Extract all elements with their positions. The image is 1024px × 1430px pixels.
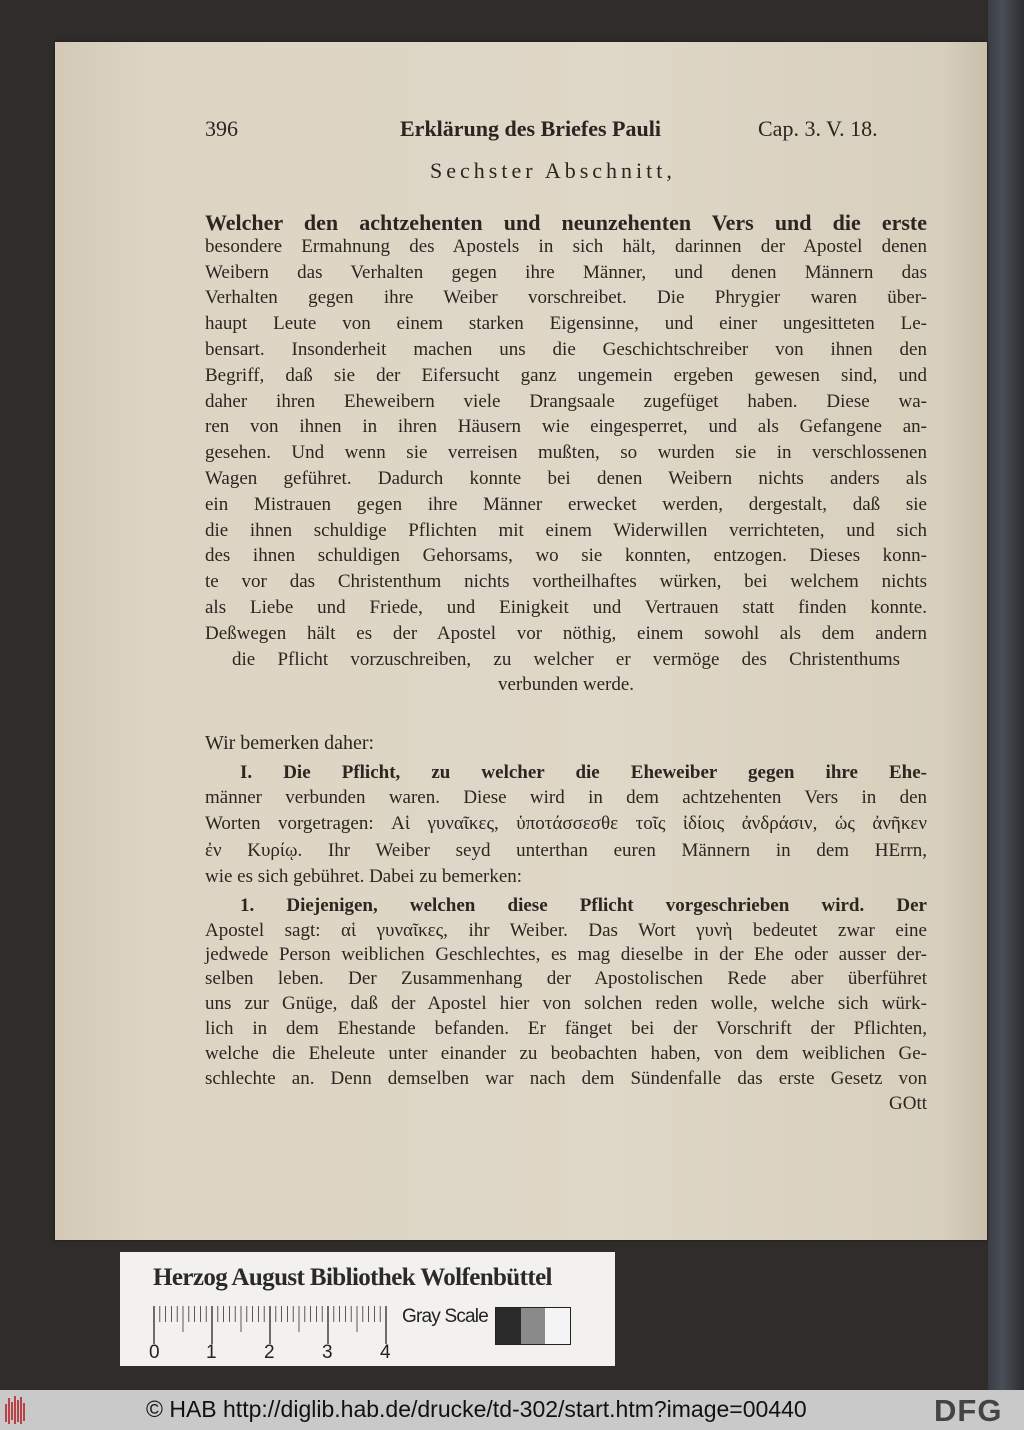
body-line: wie es sich gebühret. Dabei zu bemerken: <box>205 866 523 887</box>
summary-line: als Liebe und Friede, und Einigkeit und Vertrauen statt finden konnte. <box>205 597 927 618</box>
catchword: GOtt <box>889 1093 927 1114</box>
library-name: Herzog August Bibliothek Wolfenbüttel <box>153 1264 552 1291</box>
summary-line: gesehen. Und wenn sie verreisen mußten, so wurden sie in verschlossenen <box>205 442 927 464</box>
body-intro-line: Wir bemerken daher: <box>205 732 375 754</box>
gray-scale-label: Gray Scale <box>402 1306 488 1327</box>
gray-swatch-light <box>545 1308 570 1344</box>
dfg-logo: DFG <box>934 1393 1003 1428</box>
section-heading: Sechster Abschnitt, <box>430 158 676 183</box>
body-line: I. Die Pflicht, zu welcher die Eheweiber gegen ihre Ehe- <box>240 762 927 783</box>
body-line: lich in dem Ehestande befanden. Er fänget bei der Vorschrift der Pflichten, <box>205 1018 927 1039</box>
body-line: 1. Diejenigen, welchen diese Pflicht vorgeschrieben wird. Der <box>240 895 927 916</box>
summary-line: verbunden werde. <box>497 674 635 696</box>
scale-label: 0 <box>149 1342 160 1363</box>
summary-line: besondere Ermahnung des Apostels in sich hält, darinnen der Apostel denen <box>205 235 927 257</box>
page-number: 396 <box>205 116 238 141</box>
running-title: Erklärung des Briefes Pauli <box>400 116 661 141</box>
summary-line: te vor das Christenthum nichts vortheilhaftes würken, bei welchem nichts <box>205 571 927 593</box>
summary-line: Verhalten gegen ihre Weiber vorschreibet. Die Phrygier waren über- <box>205 287 927 309</box>
summary-line: Begriff, daß sie der Eifersucht ganz ungemein ergeben gewesen sind, und <box>205 364 927 386</box>
summary-line: die Pflicht vorzuschreiben, zu welcher er vermöge des Christenthums <box>232 648 900 670</box>
body-line: männer verbunden waren. Diese wird in dem achtzehenten Vers in den <box>205 787 927 808</box>
body-line: schlechte an. Denn demselben war nach dem Sündenfalle das erste Gesetz von <box>205 1068 927 1089</box>
summary-line: die ihnen schuldige Pflichten mit einem Widerwillen verrichteten, und sich <box>205 519 927 541</box>
summary-line: ren von ihnen in ihren Häusern wie eingesperret, und als Gefangene an- <box>205 416 927 438</box>
scanner-edge-strip <box>988 0 1024 1390</box>
library-color-card <box>120 1252 615 1366</box>
summary-line: Weibern das Verhalten gegen ihre Männer, und denen Männern das <box>205 261 927 283</box>
hab-logo-icon <box>4 1394 26 1426</box>
body-line: Worten vorgetragen: Αἱ γυναῖκες, ὑποτάσσεσθε τοῖς ἰδίοις ἀνδράσιν, ὡς ἀνῆκεν <box>205 813 927 834</box>
scale-label: 3 <box>322 1342 333 1363</box>
body-line: jedwede Person weiblichen Geschlechtes, es mag dieselbe in der Ehe oder ausser der- <box>205 944 927 965</box>
scale-label: 4 <box>380 1342 391 1363</box>
body-line: selben leben. Der Zusammenhang der Apostolischen Rede aber überführet <box>205 968 927 989</box>
source-url-link[interactable]: © HAB http://diglib.hab.de/drucke/td-302/start.htm?image=00440 <box>146 1396 807 1422</box>
summary-line: des ihnen schuldigen Gehorsams, wo sie konnten, entzogen. Dieses konn- <box>205 545 927 567</box>
body-line: Apostel sagt: αἱ γυναῖκες, ihr Weiber. Das Wort γυνὴ bedeutet zwar eine <box>205 920 927 941</box>
body-line: welche die Eheleute unter einander zu beobachten haben, von dem weiblichen Ge- <box>205 1043 927 1064</box>
footer-bar <box>0 1390 1024 1430</box>
summary-line: ein Mistrauen gegen ihre Männer erwecket werden, dergestalt, daß sie <box>205 493 927 515</box>
gray-scale-swatches <box>495 1307 571 1345</box>
scale-label: 1 <box>206 1342 217 1363</box>
ruler-scale <box>153 1304 393 1344</box>
body-line: ἐν Κυρίῳ. Ihr Weiber seyd unterthan euren Männern in dem HErrn, <box>205 840 927 861</box>
gray-swatch-mid <box>521 1308 546 1344</box>
scale-label: 2 <box>264 1342 275 1363</box>
summary-line: Wagen geführet. Dadurch konnte bei denen Weibern nichts anders als <box>205 468 927 489</box>
summary-line: Deßwegen hält es der Apostel vor nöthig, einem sowohl als dem andern <box>205 622 927 644</box>
summary-line: haupt Leute von einem starken Eigensinne, und einer ungesitteten Le- <box>205 313 927 335</box>
chapter-reference: Cap. 3. V. 18. <box>758 116 878 141</box>
body-line: uns zur Gnüge, daß der Apostel hier von solchen reden wolle, welche sich würk- <box>205 993 927 1014</box>
summary-line: daher ihren Eheweibern viele Drangsaale zugefüget haben. Diese wa- <box>205 390 927 412</box>
gray-swatch-dark <box>496 1308 521 1344</box>
summary-line: bensart. Insonderheit machen uns die Geschichtschreiber von ihnen den <box>205 339 927 360</box>
summary-line-lead: Welcher den achtzehenten und neunzehenten Vers und die erste <box>205 210 927 235</box>
